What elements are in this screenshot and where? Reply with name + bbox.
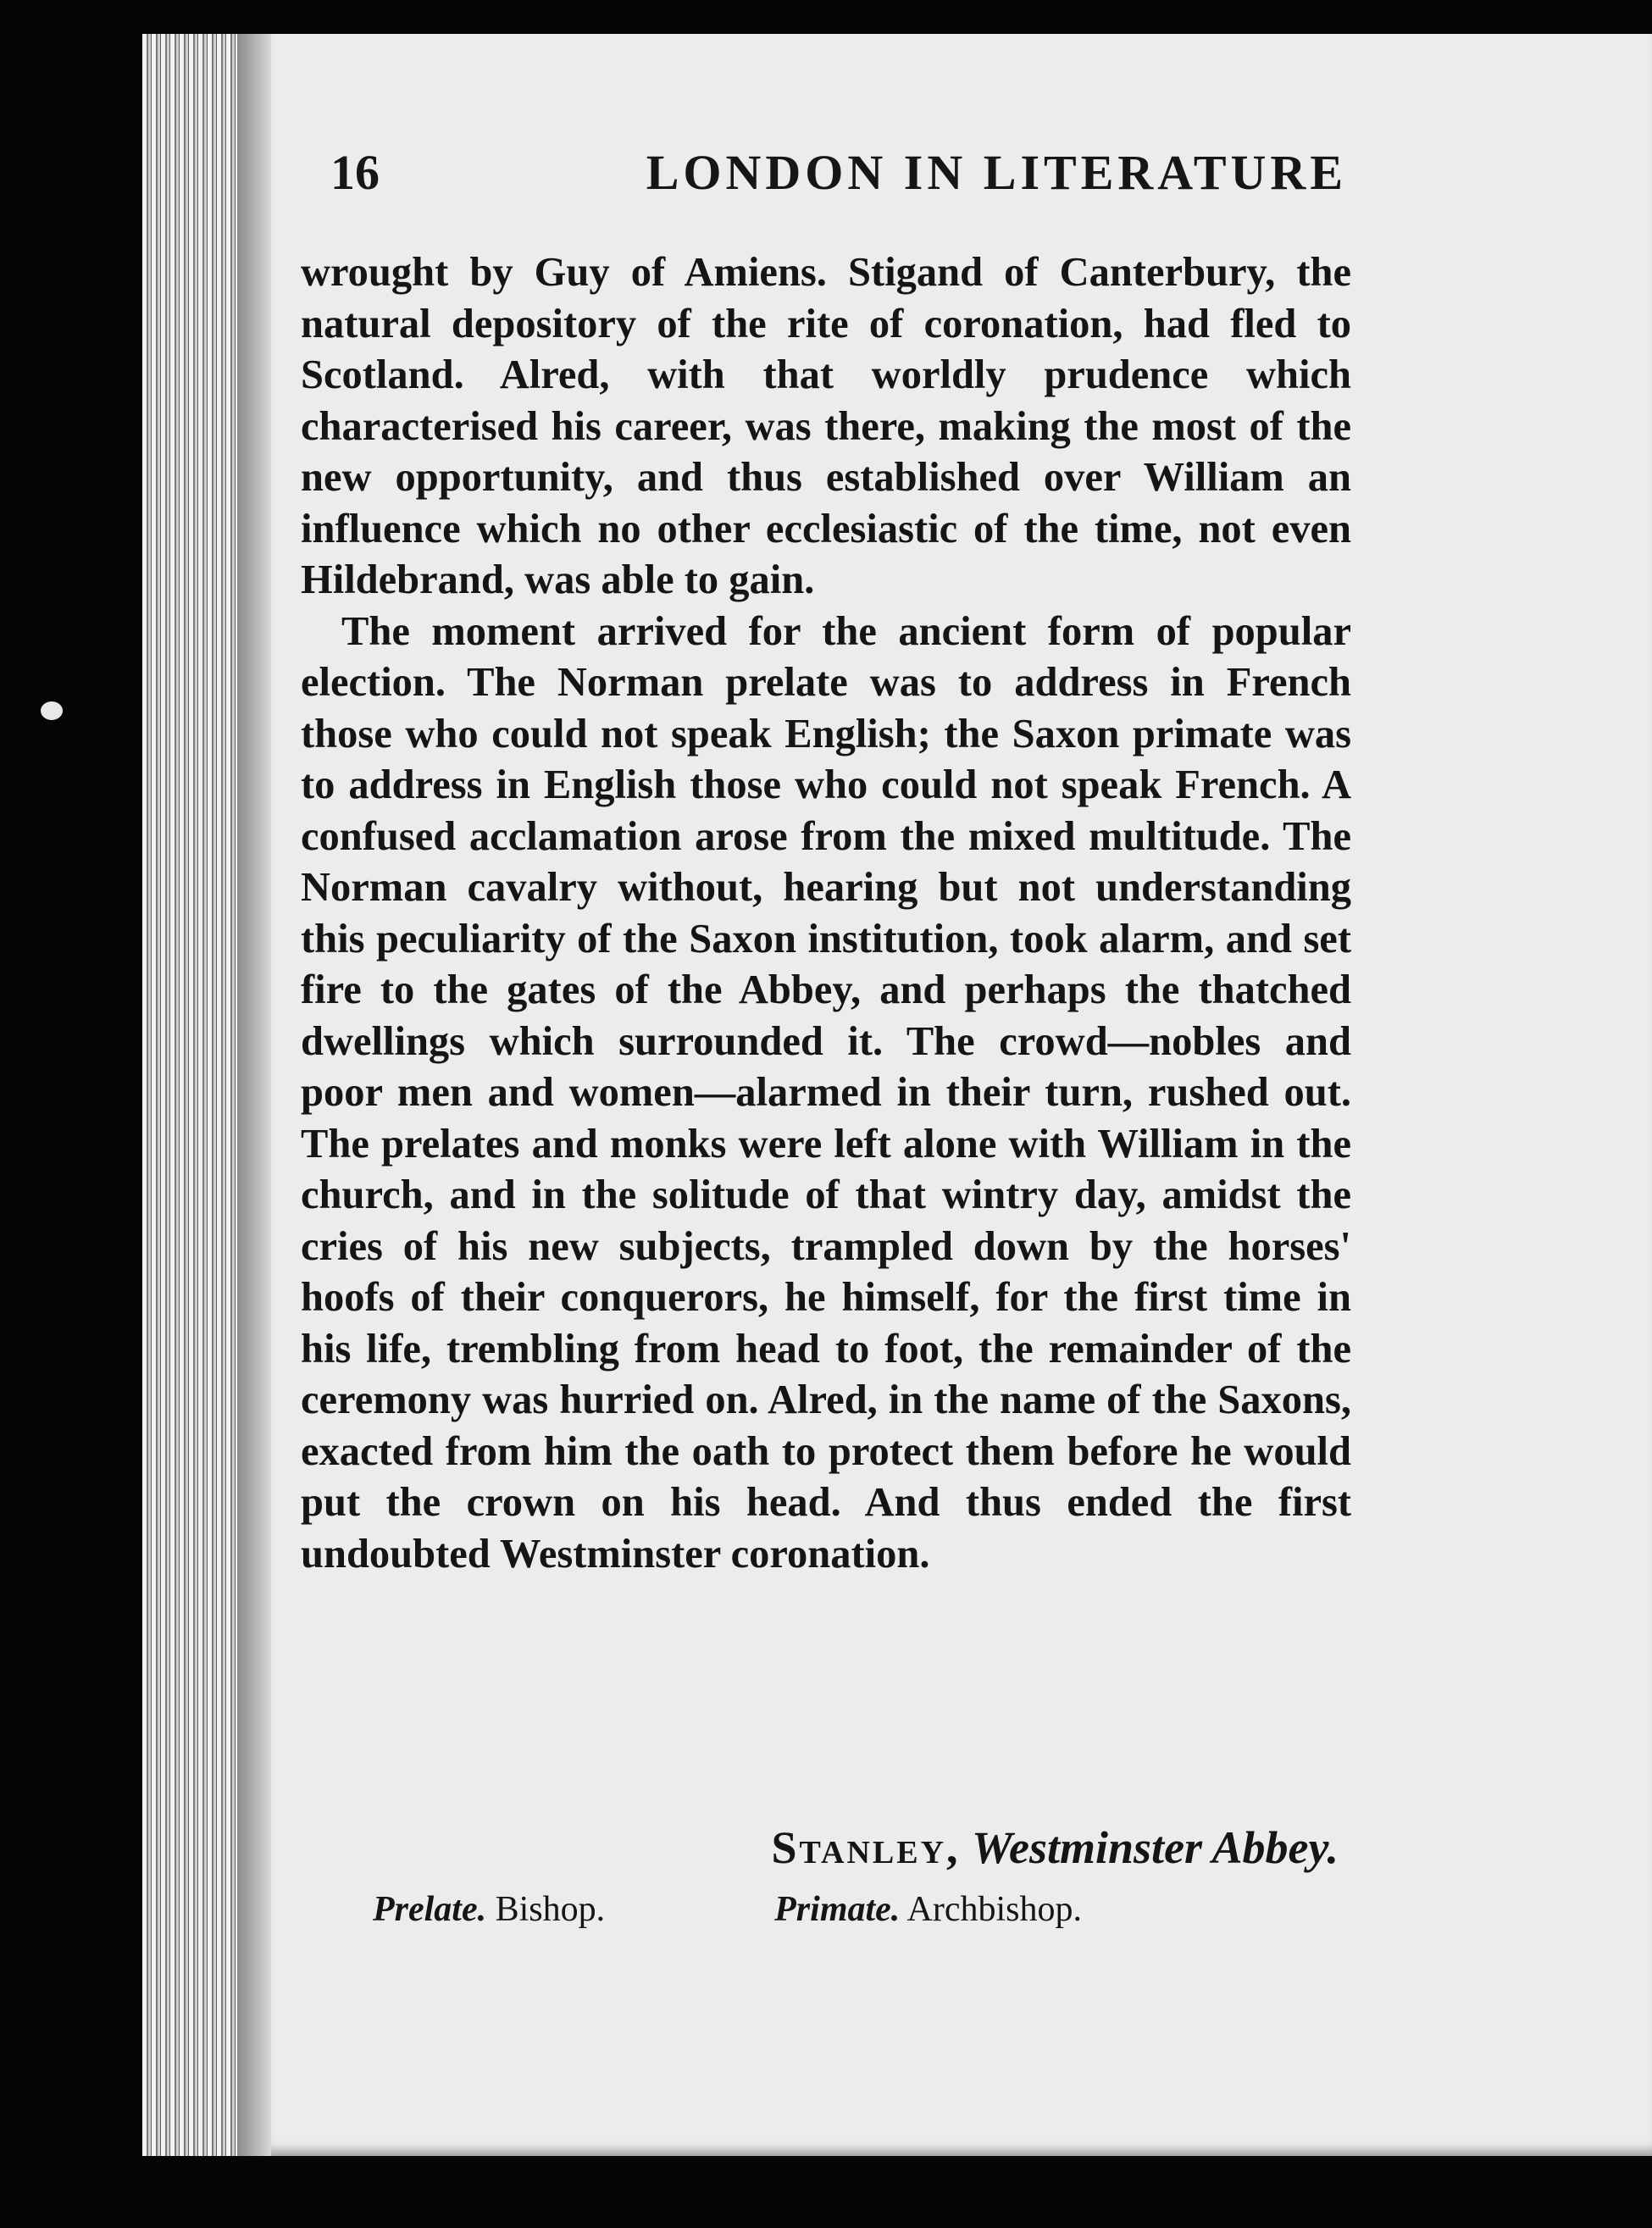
glossary-term: Prelate. (373, 1890, 487, 1929)
gutter (237, 34, 271, 2156)
attribution-author: Stanley, (771, 1822, 961, 1873)
scan-speck (41, 701, 63, 720)
glossary (373, 1889, 1432, 1930)
page-number: 16 (330, 145, 380, 200)
glossary-definition: Bishop. (495, 1890, 606, 1929)
attribution-work: Westminster Abbey. (972, 1822, 1339, 1873)
glossary-definition: Archbishop. (906, 1890, 1082, 1929)
page-header (330, 144, 1347, 237)
page-edges (142, 34, 237, 2156)
glossary-entry (373, 1889, 605, 1930)
glossary-term: Primate. (774, 1890, 901, 1929)
attribution (729, 1821, 1339, 1874)
body-text (301, 247, 1351, 1580)
glossary-entry (774, 1889, 1082, 1930)
running-head: LONDON IN LITERATURE (646, 145, 1347, 200)
paragraph-1: wrought by Guy of Amiens. Stigand of Canterbury, the natural depository of the rite of coronation, had fled to Scotland. Alred, with that worldly prudence which characterised his career, was there, making the most of the new opportunity, and thus established over William an influence which no other ecclesiastic of the time, not even Hildebrand, was able to gain. (301, 250, 1351, 602)
paragraph-2: The moment arrived for the ancient form of popular election. The Norman prelate was to address in French those who could not speak English; the Saxon primate was to address in English those who could not speak French. A confused acclamation arose from the mixed multitude. The Norman cavalry without, hearing but not understanding this peculiarity of the Saxon institution, took alarm, and set fire to the gates of the Abbey, and perhaps the thatched dwellings which surrounded it. The crowd—nobles and poor men and women—alarmed in their turn, rushed out. The prelates and monks were left alone with William in the church, and in the solitude of that wintry day, amidst the cries of his new subjects, trampled down by the horses' hoofs of their conquerors, he himself, for the first time in his life, trembling from head to foot, the remainder of the ceremony was hurried on. Alred, in the name of the Saxons, exacted from him the oath to protect them before he would put the crown on his head. And thus ended the first undoubted Westminster coronation. (301, 608, 1351, 1577)
